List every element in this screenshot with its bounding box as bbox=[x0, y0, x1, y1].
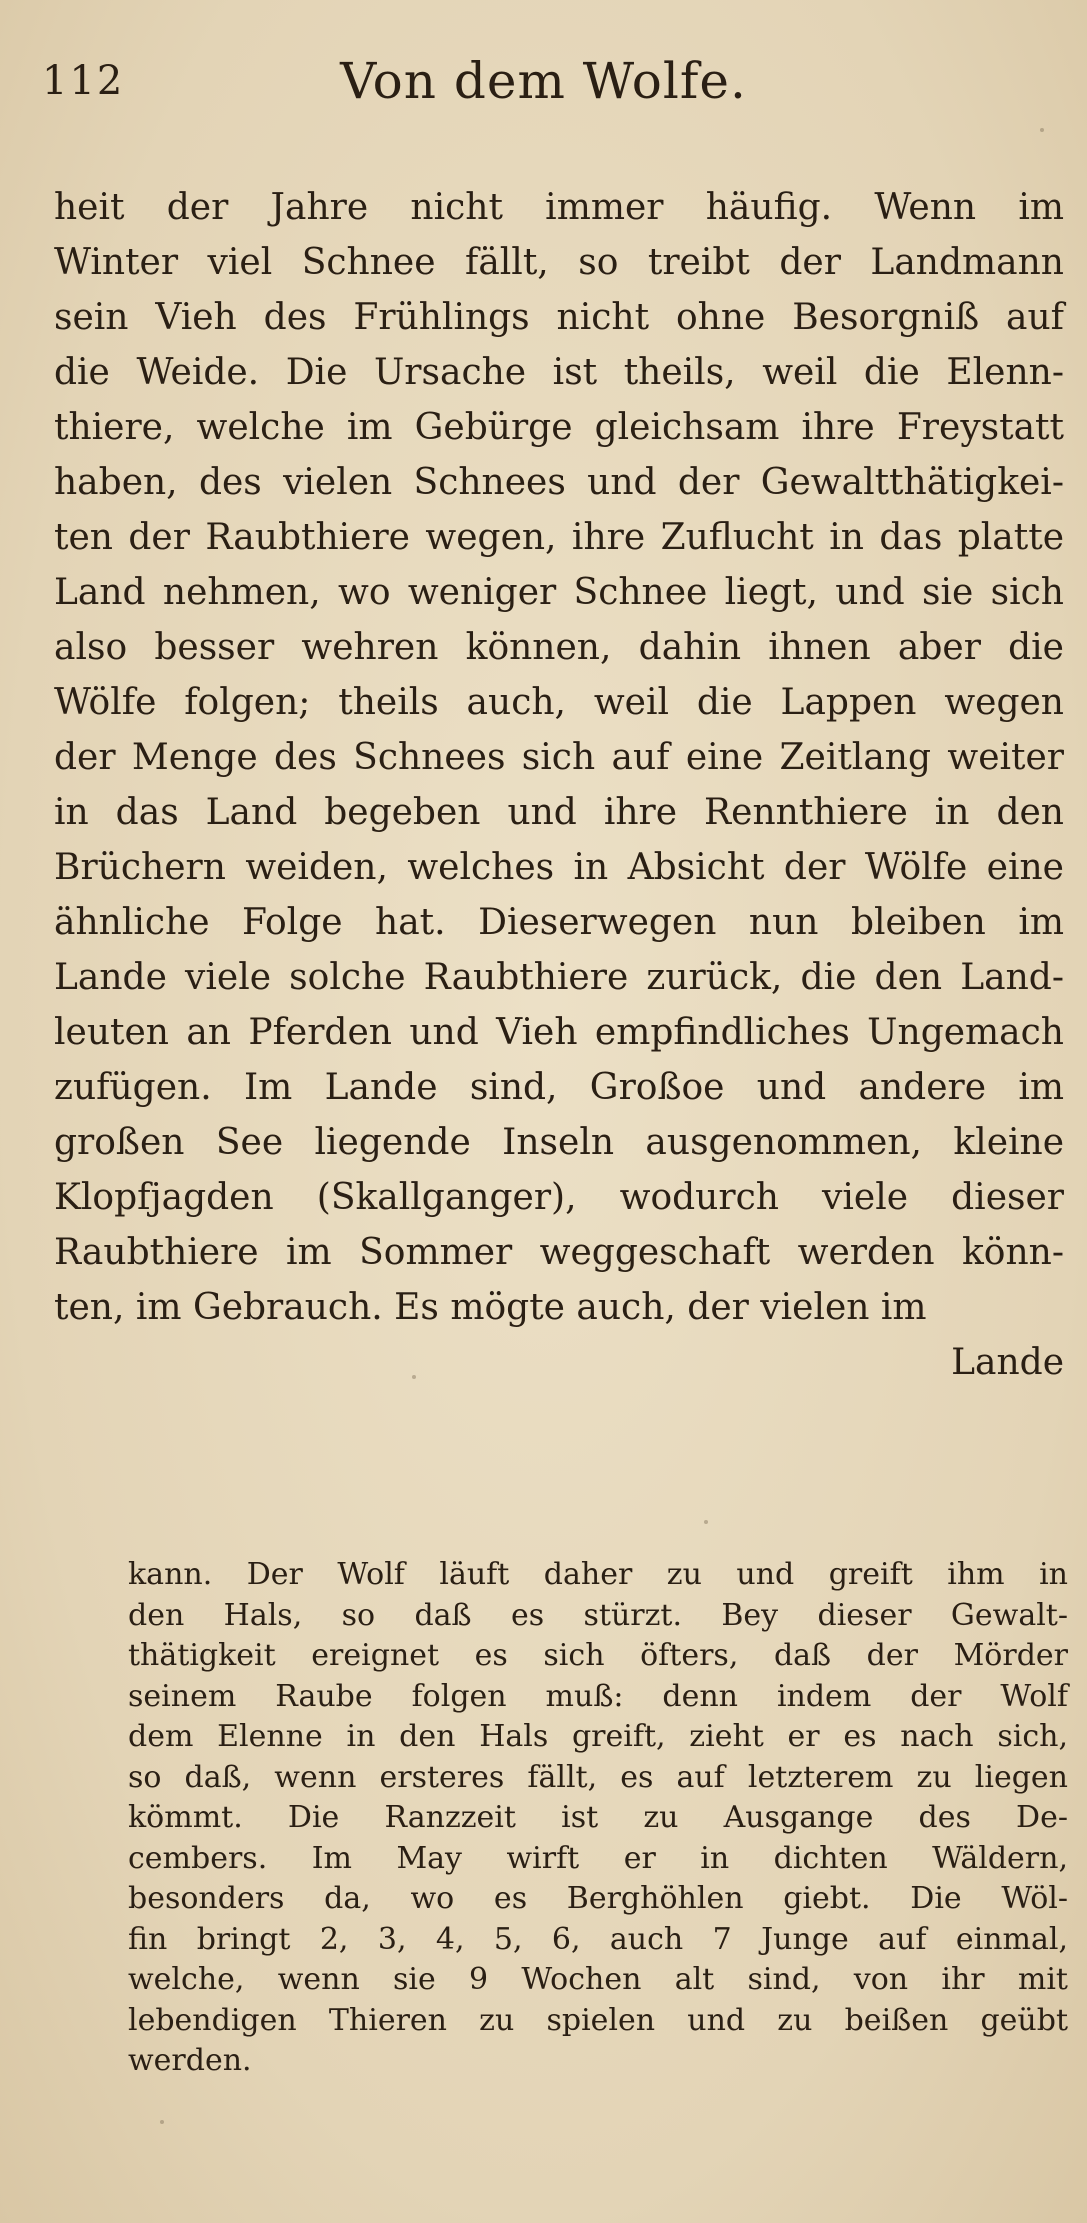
text-line: thiere, welche im Gebürge gleichsam ihre Freystatt bbox=[54, 407, 1064, 448]
catchword: Lande bbox=[951, 1342, 1064, 1383]
paper-speck bbox=[1040, 128, 1044, 132]
text-line: ähnliche Folge hat. Dieserwegen nun bleiben im bbox=[54, 902, 1064, 943]
footnote-line: besonders da, wo es Berghöhlen giebt. Die Wöl- bbox=[128, 1881, 1068, 1916]
footnote-line: werden. bbox=[128, 2043, 252, 2078]
text-line: Brüchern weiden, welches in Absicht der Wölfe eine bbox=[54, 847, 1064, 888]
footnote-line: dem Elenne in den Hals greift, zieht er es nach sich, bbox=[128, 1719, 1068, 1754]
text-line: also besser wehren können, dahin ihnen aber die bbox=[54, 627, 1064, 668]
footnote-line: kann. Der Wolf läuft daher zu und greift ihm in bbox=[128, 1557, 1068, 1592]
footnote-line: lebendigen Thieren zu spielen und zu beißen geübt bbox=[128, 2002, 1068, 2038]
text-line: Klopfjagden (Skallganger), wodurch viele dieser bbox=[54, 1177, 1064, 1218]
text-line: leuten an Pferden und Vieh empfindliches Ungemach bbox=[54, 1012, 1064, 1053]
text-line: Wölfe folgen; theils auch, weil die Lappen wegen bbox=[54, 682, 1064, 723]
text-line: sein Vieh des Frühlings nicht ohne Besorgniß auf bbox=[54, 297, 1064, 338]
footnote-line: welche, wenn sie 9 Wochen alt sind, von ihr mit bbox=[128, 1962, 1068, 1997]
text-line: heit der Jahre nicht immer häufig. Wenn im bbox=[54, 187, 1064, 228]
main-text-block bbox=[54, 180, 1064, 1390]
text-line: Land nehmen, wo weniger Schnee liegt, und sie sich bbox=[54, 572, 1064, 613]
footnote-line: kömmt. Die Ranzzeit ist zu Ausgange des De- bbox=[128, 1800, 1068, 1835]
footnote-line: thätigkeit ereignet es sich öfters, daß der Mörder bbox=[128, 1638, 1068, 1673]
text-line: die Weide. Die Ursache ist theils, weil die Elenn- bbox=[54, 352, 1064, 393]
text-line: Winter viel Schnee fällt, so treibt der Landmann bbox=[54, 242, 1064, 283]
text-line: Raubthiere im Sommer weggeschaft werden könn- bbox=[54, 1232, 1064, 1273]
paper-speck bbox=[160, 2120, 164, 2124]
running-title: Von dem Wolfe. bbox=[340, 52, 747, 110]
paper-speck bbox=[704, 1520, 708, 1524]
text-line: großen See liegende Inseln ausgenommen, kleine bbox=[54, 1122, 1064, 1163]
page-header bbox=[0, 0, 1087, 150]
footnote-block bbox=[128, 1555, 1068, 2082]
footnote-line: so daß, wenn ersteres fällt, es auf letzterem zu liegen bbox=[128, 1759, 1068, 1795]
text-line: ten, im Gebrauch. Es mögte auch, der vielen im bbox=[54, 1287, 927, 1328]
footnote-line: den Hals, so daß es stürzt. Bey dieser Gewalt- bbox=[128, 1597, 1068, 1633]
text-line: Lande viele solche Raubthiere zurück, die den Land- bbox=[54, 957, 1064, 998]
text-line: haben, des vielen Schnees und der Gewaltthätigkei- bbox=[54, 462, 1064, 503]
footnote-line: seinem Raube folgen muß: denn indem der Wolf bbox=[128, 1678, 1068, 1714]
text-line: ten der Raubthiere wegen, ihre Zuflucht in das platte bbox=[54, 517, 1064, 558]
page-number: 112 bbox=[42, 58, 125, 104]
paper-speck bbox=[412, 1375, 416, 1379]
footnote-line: fin bringt 2, 3, 4, 5, 6, auch 7 Junge auf einmal, bbox=[128, 1921, 1068, 1957]
text-line: in das Land begeben und ihre Rennthiere in den bbox=[54, 792, 1064, 833]
footnote-line: cembers. Im May wirft er in dichten Wäldern, bbox=[128, 1840, 1068, 1876]
text-line: zufügen. Im Lande sind, Großoe und andere im bbox=[54, 1067, 1064, 1108]
text-line: der Menge des Schnees sich auf eine Zeitlang weiter bbox=[54, 737, 1064, 778]
